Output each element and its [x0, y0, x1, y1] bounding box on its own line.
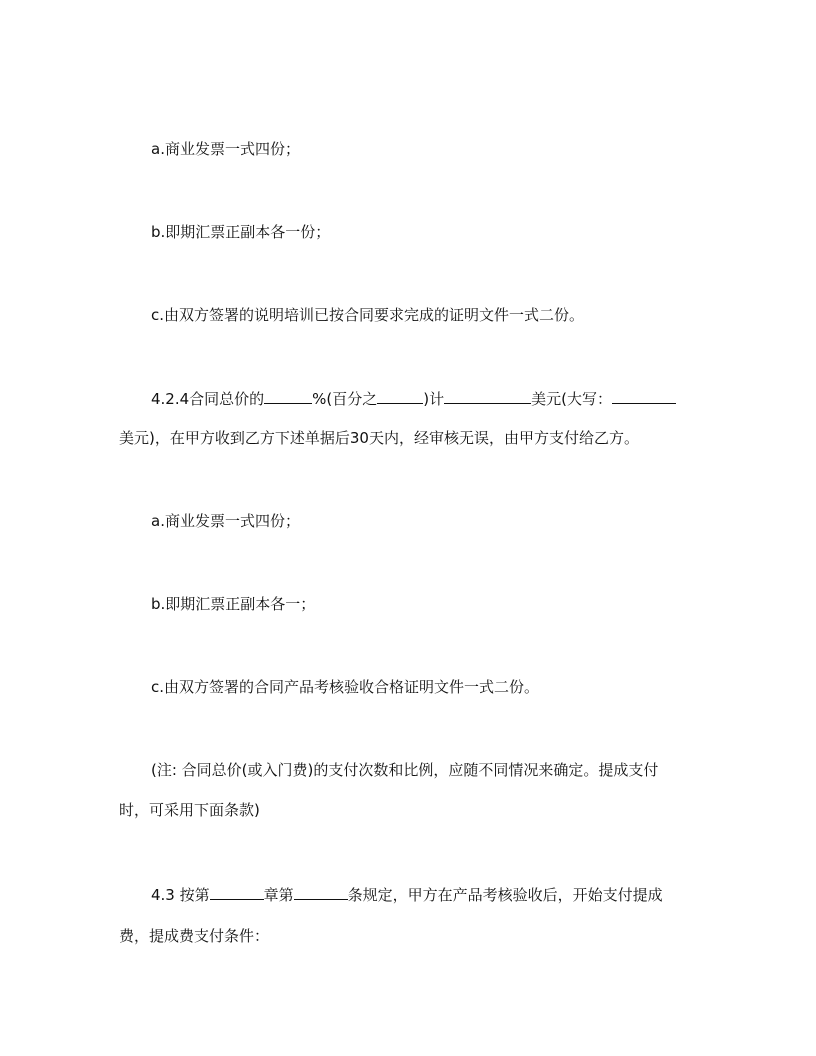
clause-4-3-text-3: 条规定，甲方在产品考核验收后，开始支付提成: [347, 886, 663, 904]
clause-4-2-4-text-2: %(百分之: [312, 390, 378, 408]
item-b-draft-2: b.即期汇票正副本各一；: [151, 595, 316, 613]
item-a-invoice-2: a.商业发票一式四份；: [151, 512, 300, 530]
clause-4-3-line-1: [151, 884, 663, 905]
note-line-1: (注: 合同总价(或入门费)的支付次数和比例，应随不同情况来确定。提成支付: [151, 761, 659, 779]
blank-article: [294, 884, 348, 900]
item-a-invoice: a.商业发票一式四份；: [151, 140, 300, 158]
blank-amount-words: [612, 388, 676, 404]
item-c-training-certificate: c.由双方签署的说明培训已按合同要求完成的证明文件一式二份。: [151, 306, 585, 324]
clause-4-2-4-text-3: )计: [423, 390, 445, 408]
clause-4-2-4-line-1: [151, 388, 676, 409]
blank-percent-words: [377, 388, 423, 404]
item-b-draft: b.即期汇票正副本各一份；: [151, 223, 331, 241]
clause-4-3-line-2: 费，提成费支付条件：: [119, 927, 270, 945]
clause-4-3-text-1: 4.3 按第: [151, 886, 210, 904]
clause-4-2-4-text-1: 4.2.4合同总价的: [151, 390, 265, 408]
blank-amount: [444, 388, 531, 404]
blank-chapter: [210, 884, 264, 900]
clause-4-3-text-2: 章第: [263, 886, 294, 904]
clause-4-2-4-text-4: 美元(大写：: [531, 390, 612, 408]
item-c-acceptance-certificate: c.由双方签署的合同产品考核验收合格证明文件一式二份。: [151, 678, 540, 696]
blank-percent: [264, 388, 312, 404]
note-line-2: 时，可采用下面条款): [119, 801, 260, 819]
clause-4-2-4-line-2: 美元)，在甲方收到乙方下述单据后30天内，经审核无误，由甲方支付给乙方。: [119, 429, 639, 447]
